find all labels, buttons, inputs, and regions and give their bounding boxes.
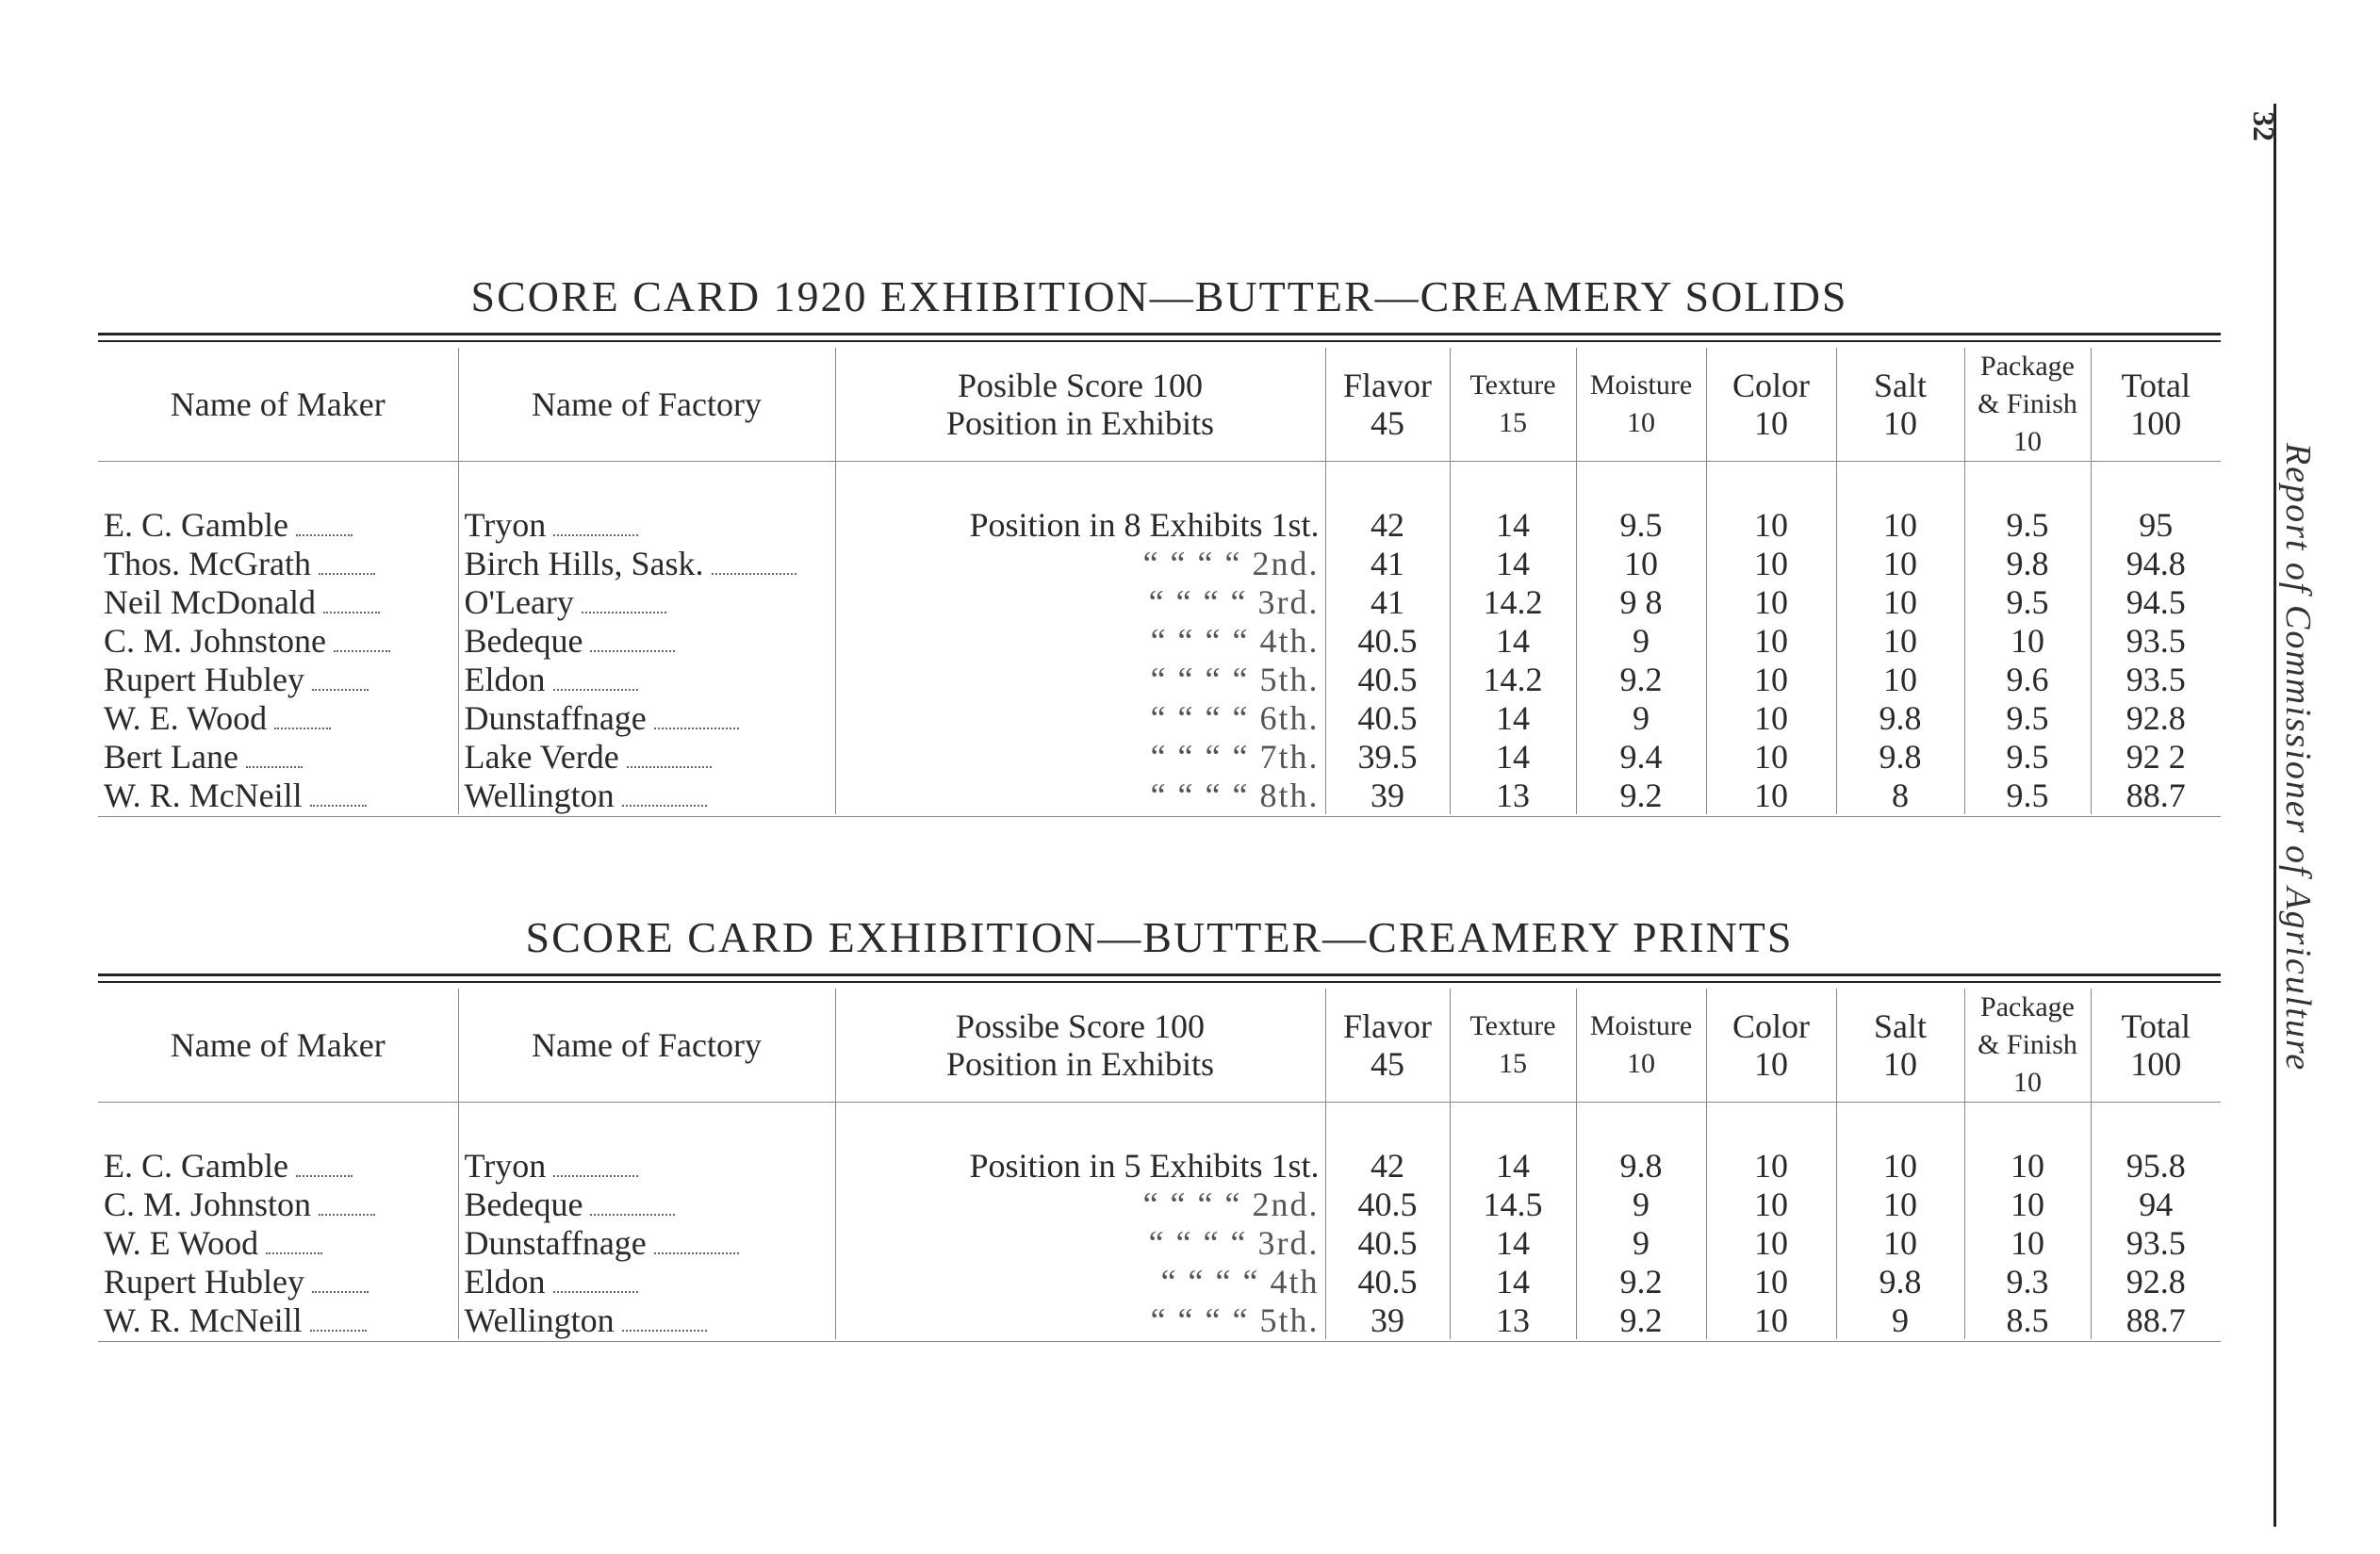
header-moisture: Moisture 10: [1576, 989, 1706, 1103]
header-color: Color 10: [1706, 348, 1836, 462]
maker-cell: W. E. Wood: [98, 698, 458, 737]
texture-cell: 14.2: [1450, 660, 1576, 698]
header-package: Package & Finish 10: [1964, 348, 2091, 462]
factory-cell: Tryon: [458, 505, 835, 544]
texture-cell: 14: [1450, 1262, 1576, 1300]
header-row: [98, 989, 2221, 1103]
flavor-cell: 41: [1325, 544, 1450, 582]
texture-cell: 14: [1450, 505, 1576, 544]
package-cell: 9.6: [1964, 660, 2091, 698]
factory-cell: Eldon: [458, 660, 835, 698]
factory-cell: Lake Verde: [458, 737, 835, 776]
double-rule: [98, 973, 2221, 983]
running-title: Report of Commissioner of Agriculture: [2278, 443, 2318, 1072]
factory-cell: O'Leary: [458, 582, 835, 621]
factory-cell: Dunstaffnage: [458, 1223, 835, 1262]
salt-cell: 9.8: [1836, 737, 1964, 776]
dot-leader: [310, 1318, 367, 1332]
dot-leader: [319, 562, 375, 575]
package-cell: 9.5: [1964, 582, 2091, 621]
table-title: SCORE CARD EXHIBITION—BUTTER—CREAMERY PRINTS: [525, 913, 1794, 961]
total-cell: 93.5: [2091, 660, 2221, 698]
dot-leader: [312, 678, 369, 691]
salt-cell: 10: [1836, 582, 1964, 621]
salt-cell: 9: [1836, 1300, 1964, 1339]
color-cell: 10: [1706, 776, 1836, 814]
score-card-prints: [98, 912, 2221, 1342]
moisture-cell: 9: [1576, 621, 1706, 660]
salt-cell: 10: [1836, 660, 1964, 698]
flavor-cell: 40.5: [1325, 1223, 1450, 1262]
position-cell: “ “ “ “ 7th.: [835, 737, 1325, 776]
maker-cell: Rupert Hubley: [98, 660, 458, 698]
dot-leader: [553, 1280, 638, 1293]
color-cell: 10: [1706, 698, 1836, 737]
color-cell: 10: [1706, 1300, 1836, 1339]
texture-cell: 14: [1450, 1146, 1576, 1185]
salt-cell: 10: [1836, 1185, 1964, 1223]
dot-leader: [654, 716, 739, 729]
table-row: [98, 698, 2221, 737]
salt-cell: 10: [1836, 505, 1964, 544]
dot-leader: [334, 639, 390, 652]
moisture-cell: 10: [1576, 544, 1706, 582]
position-cell: “ “ “ “ 2nd.: [835, 544, 1325, 582]
dot-leader: [590, 639, 675, 652]
table-title: SCORE CARD 1920 EXHIBITION—BUTTER—CREAMERY SOLIDS: [470, 272, 1848, 320]
color-cell: 10: [1706, 544, 1836, 582]
table-row: [98, 660, 2221, 698]
position-cell: “ “ “ “ 8th.: [835, 776, 1325, 814]
total-cell: 88.7: [2091, 1300, 2221, 1339]
header-texture: Texture 15: [1450, 348, 1576, 462]
moisture-cell: 9.4: [1576, 737, 1706, 776]
texture-cell: 14: [1450, 544, 1576, 582]
package-cell: 9.5: [1964, 698, 2091, 737]
color-cell: 10: [1706, 582, 1836, 621]
texture-cell: 14: [1450, 1223, 1576, 1262]
total-cell: 92.8: [2091, 698, 2221, 737]
table-row: [98, 544, 2221, 582]
header-maker: Name of Maker: [170, 385, 386, 423]
position-cell: Position in 5 Exhibits 1st.: [835, 1146, 1325, 1185]
header-color: Color 10: [1706, 989, 1836, 1103]
maker-cell: E. C. Gamble: [98, 505, 458, 544]
maker-cell: C. M. Johnstone: [98, 621, 458, 660]
salt-cell: 9.8: [1836, 698, 1964, 737]
salt-cell: 8: [1836, 776, 1964, 814]
dot-leader: [310, 793, 367, 807]
moisture-cell: 9.2: [1576, 1300, 1706, 1339]
flavor-cell: 40.5: [1325, 698, 1450, 737]
texture-cell: 13: [1450, 776, 1576, 814]
dot-leader: [553, 678, 638, 691]
texture-cell: 13: [1450, 1300, 1576, 1339]
maker-cell: Rupert Hubley: [98, 1262, 458, 1300]
total-cell: 94.8: [2091, 544, 2221, 582]
flavor-cell: 41: [1325, 582, 1450, 621]
dot-leader: [312, 1280, 369, 1293]
salt-cell: 10: [1836, 544, 1964, 582]
dot-leader: [590, 1202, 675, 1216]
moisture-cell: 9.2: [1576, 1262, 1706, 1300]
moisture-cell: 9.2: [1576, 660, 1706, 698]
header-package: Package & Finish 10: [1964, 989, 2091, 1103]
total-cell: 93.5: [2091, 621, 2221, 660]
color-cell: 10: [1706, 737, 1836, 776]
factory-cell: Dunstaffnage: [458, 698, 835, 737]
package-cell: 10: [1964, 1185, 2091, 1223]
double-rule: [98, 333, 2221, 342]
maker-cell: Bert Lane: [98, 737, 458, 776]
texture-cell: 14.5: [1450, 1185, 1576, 1223]
dot-leader: [553, 523, 638, 536]
factory-cell: Bedeque: [458, 1185, 835, 1223]
maker-cell: Thos. McGrath: [98, 544, 458, 582]
flavor-cell: 42: [1325, 1146, 1450, 1185]
position-cell: “ “ “ “ 3rd.: [835, 582, 1325, 621]
package-cell: 8.5: [1964, 1300, 2091, 1339]
salt-cell: 9.8: [1836, 1262, 1964, 1300]
package-cell: 9.5: [1964, 505, 2091, 544]
factory-cell: Bedeque: [458, 621, 835, 660]
maker-cell: W. R. McNeill: [98, 776, 458, 814]
package-cell: 10: [1964, 1146, 2091, 1185]
color-cell: 10: [1706, 1262, 1836, 1300]
salt-cell: 10: [1836, 1146, 1964, 1185]
table-row: [98, 737, 2221, 776]
color-cell: 10: [1706, 660, 1836, 698]
moisture-cell: 9: [1576, 698, 1706, 737]
color-cell: 10: [1706, 505, 1836, 544]
score-table: [98, 989, 2221, 1339]
total-cell: 95.8: [2091, 1146, 2221, 1185]
flavor-cell: 40.5: [1325, 660, 1450, 698]
dot-leader: [266, 1241, 322, 1254]
header-flavor: Flavor 45: [1325, 989, 1450, 1103]
package-cell: 9.5: [1964, 776, 2091, 814]
flavor-cell: 40.5: [1325, 621, 1450, 660]
flavor-cell: 39: [1325, 776, 1450, 814]
flavor-cell: 40.5: [1325, 1262, 1450, 1300]
header-total: Total 100: [2091, 989, 2221, 1103]
table-row: [98, 1146, 2221, 1185]
position-cell: “ “ “ “ 5th.: [835, 1300, 1325, 1339]
table-row: [98, 1223, 2221, 1262]
header-flavor: Flavor 45: [1325, 348, 1450, 462]
maker-cell: C. M. Johnston: [98, 1185, 458, 1223]
dot-leader: [319, 1202, 375, 1216]
header-texture: Texture 15: [1450, 989, 1576, 1103]
total-cell: 92 2: [2091, 737, 2221, 776]
total-cell: 93.5: [2091, 1223, 2221, 1262]
moisture-cell: 9.2: [1576, 776, 1706, 814]
bottom-rule: [98, 1341, 2221, 1342]
factory-cell: Birch Hills, Sask.: [458, 544, 835, 582]
table-row: [98, 1262, 2221, 1300]
color-cell: 10: [1706, 1223, 1836, 1262]
dot-leader: [622, 1318, 707, 1332]
package-cell: 9.3: [1964, 1262, 2091, 1300]
header-moisture: Moisture 10: [1576, 348, 1706, 462]
table-row: [98, 1300, 2221, 1339]
color-cell: 10: [1706, 621, 1836, 660]
right-margin-rule: [2273, 104, 2276, 1527]
score-table: [98, 348, 2221, 814]
salt-cell: 10: [1836, 1223, 1964, 1262]
position-cell: “ “ “ “ 2nd.: [835, 1185, 1325, 1223]
table-row: [98, 621, 2221, 660]
position-cell: “ “ “ “ 6th.: [835, 698, 1325, 737]
table-body: [98, 1103, 2221, 1340]
table-row: [98, 776, 2221, 814]
table-row: [98, 505, 2221, 544]
maker-cell: W. R. McNeill: [98, 1300, 458, 1339]
header-total: Total 100: [2091, 348, 2221, 462]
score-card-solids: [98, 271, 2221, 817]
flavor-cell: 42: [1325, 505, 1450, 544]
total-cell: 92.8: [2091, 1262, 2221, 1300]
header-salt: Salt 10: [1836, 989, 1964, 1103]
factory-cell: Tryon: [458, 1146, 835, 1185]
texture-cell: 14.2: [1450, 582, 1576, 621]
position-cell: “ “ “ “ 3rd.: [835, 1223, 1325, 1262]
flavor-cell: 40.5: [1325, 1185, 1450, 1223]
total-cell: 94: [2091, 1185, 2221, 1223]
dot-leader: [323, 600, 380, 613]
flavor-cell: 39.5: [1325, 737, 1450, 776]
maker-cell: W. E Wood: [98, 1223, 458, 1262]
flavor-cell: 39: [1325, 1300, 1450, 1339]
total-cell: 88.7: [2091, 776, 2221, 814]
salt-cell: 10: [1836, 621, 1964, 660]
dot-leader: [246, 755, 303, 768]
package-cell: 9.8: [1964, 544, 2091, 582]
package-cell: 10: [1964, 621, 2091, 660]
position-cell: “ “ “ “ 4th.: [835, 621, 1325, 660]
header-factory: Name of Factory: [458, 348, 835, 462]
dot-leader: [654, 1241, 739, 1254]
dot-leader: [296, 1164, 353, 1177]
header-maker: Name of Maker: [170, 1026, 386, 1064]
header-row: [98, 348, 2221, 462]
dot-leader: [627, 755, 712, 768]
total-cell: 94.5: [2091, 582, 2221, 621]
moisture-cell: 9 8: [1576, 582, 1706, 621]
spacer-row: [98, 1103, 2221, 1146]
moisture-cell: 9: [1576, 1223, 1706, 1262]
dot-leader: [712, 562, 796, 575]
package-cell: 9.5: [1964, 737, 2091, 776]
texture-cell: 14: [1450, 737, 1576, 776]
texture-cell: 14: [1450, 698, 1576, 737]
factory-cell: Eldon: [458, 1262, 835, 1300]
position-cell: “ “ “ “ 4th: [835, 1262, 1325, 1300]
position-cell: Position in 8 Exhibits 1st.: [835, 505, 1325, 544]
dot-leader: [553, 1164, 638, 1177]
header-salt: Salt 10: [1836, 348, 1964, 462]
table-row: [98, 582, 2221, 621]
factory-cell: Wellington: [458, 1300, 835, 1339]
bottom-rule: [98, 816, 2221, 817]
page-number: 32: [2247, 111, 2281, 141]
moisture-cell: 9: [1576, 1185, 1706, 1223]
position-cell: “ “ “ “ 5th.: [835, 660, 1325, 698]
color-cell: 10: [1706, 1146, 1836, 1185]
header-position: Posible Score 100 Position in Exhibits: [835, 348, 1325, 462]
texture-cell: 14: [1450, 621, 1576, 660]
moisture-cell: 9.5: [1576, 505, 1706, 544]
moisture-cell: 9.8: [1576, 1146, 1706, 1185]
dot-leader: [296, 523, 353, 536]
factory-cell: Wellington: [458, 776, 835, 814]
table-body: [98, 462, 2221, 815]
table-row: [98, 1185, 2221, 1223]
dot-leader: [274, 716, 331, 729]
dot-leader: [622, 793, 707, 807]
header-factory: Name of Factory: [458, 989, 835, 1103]
maker-cell: Neil McDonald: [98, 582, 458, 621]
spacer-row: [98, 462, 2221, 505]
maker-cell: E. C. Gamble: [98, 1146, 458, 1185]
header-position: Possibe Score 100 Position in Exhibits: [835, 989, 1325, 1103]
color-cell: 10: [1706, 1185, 1836, 1223]
total-cell: 95: [2091, 505, 2221, 544]
dot-leader: [582, 600, 666, 613]
package-cell: 10: [1964, 1223, 2091, 1262]
